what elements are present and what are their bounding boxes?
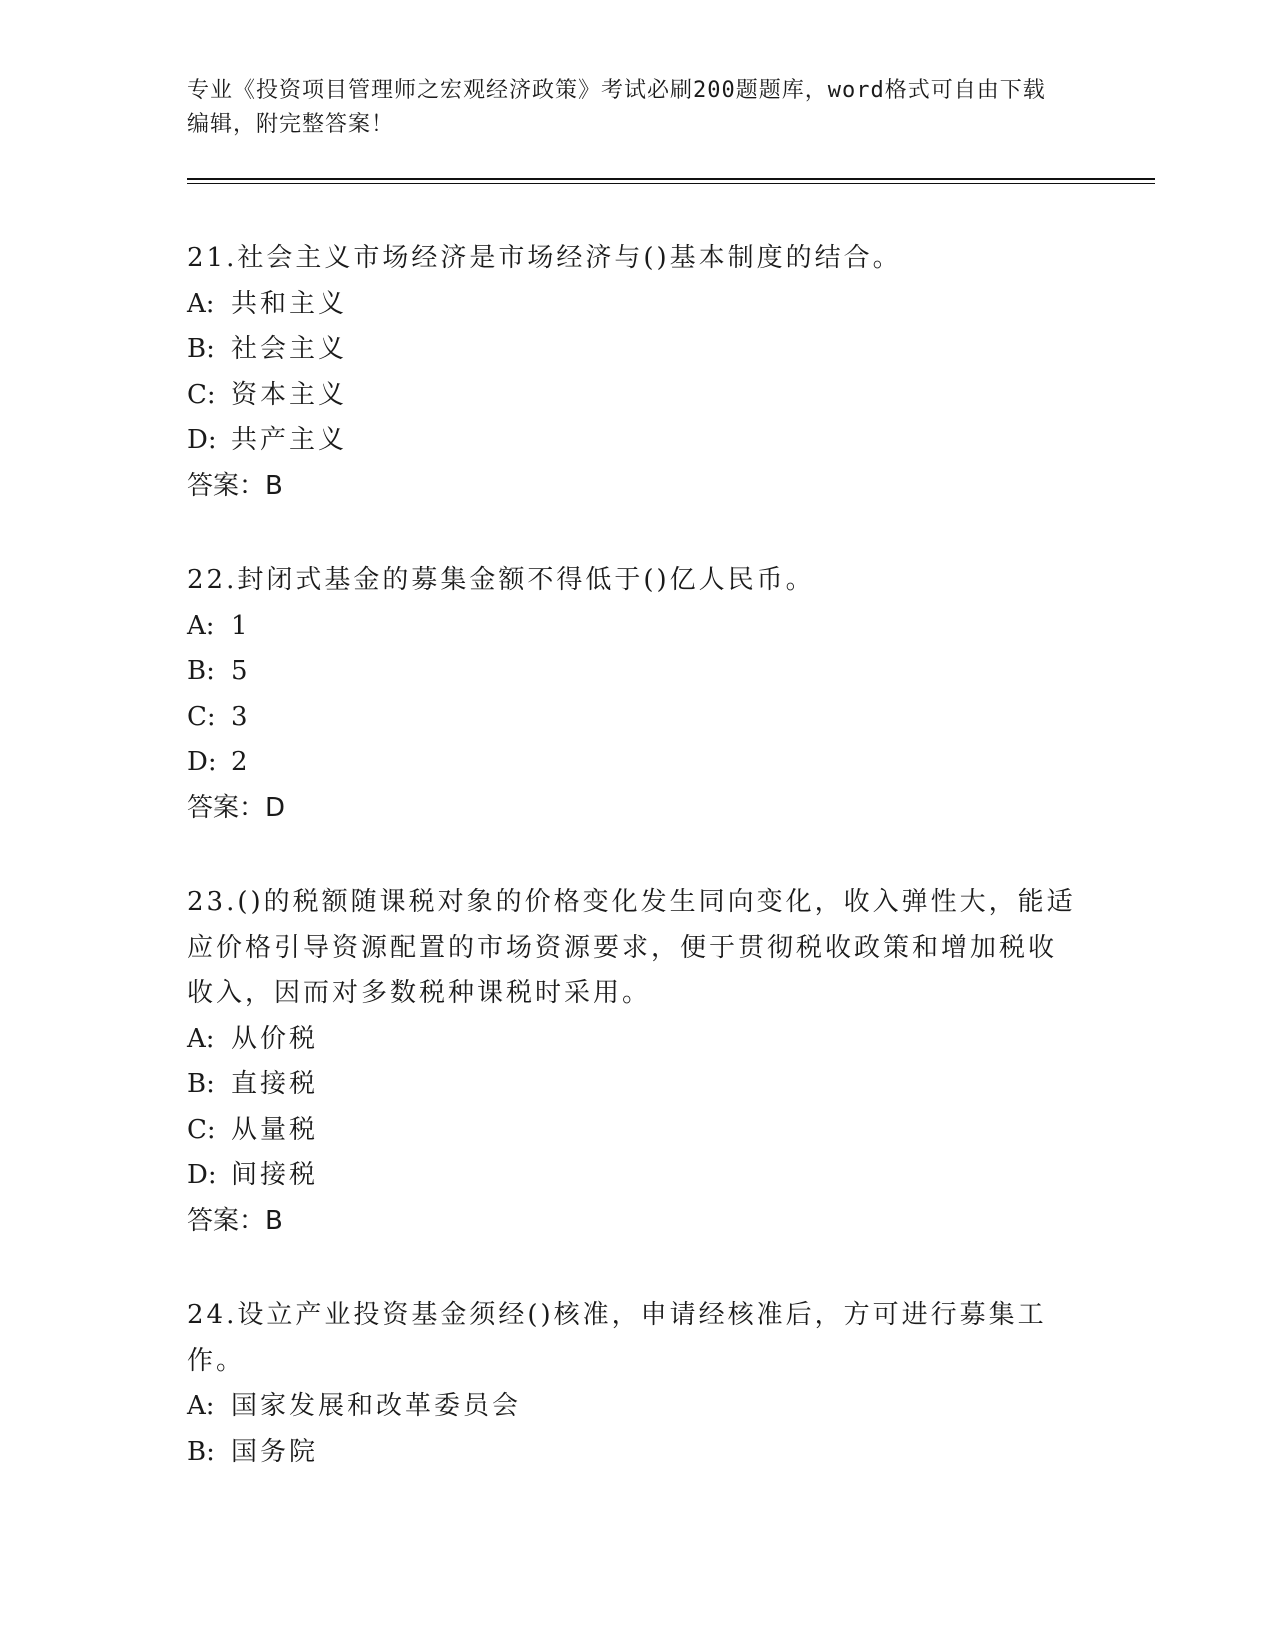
question-stem: 23.()的税额随课税对象的价格变化发生同向变化，收入弹性大，能适应价格引导资源配置的市场资源要求，便于贯彻税收政策和增加税收收入，因而对多数税种课税时采用。 <box>187 887 1076 1008</box>
option-label: B: <box>187 656 215 686</box>
option-b <box>187 649 1077 695</box>
option-text: 1 <box>231 610 251 641</box>
option-label: C: <box>187 1114 216 1145</box>
option-text: 从价税 <box>231 1023 319 1054</box>
option-label: A: <box>187 288 215 319</box>
question-24 <box>187 1293 1077 1475</box>
option-a <box>187 1384 1077 1430</box>
option-text: 社会主义 <box>231 334 348 364</box>
answer-line: 答案：B <box>187 470 283 501</box>
answer-line: 答案：D <box>187 792 286 823</box>
option-label: D: <box>187 425 217 455</box>
option-c <box>187 373 1077 419</box>
option-label: A: <box>187 610 215 641</box>
document-header: 专业《投资项目管理师之宏观经济政策》考试必刷200题题库，word格式可自由下载编辑，附完整答案！ <box>187 78 1046 137</box>
header-divider-thin <box>187 183 1155 184</box>
option-label: D: <box>187 1160 217 1190</box>
option-b <box>187 327 1077 373</box>
option-a <box>187 604 1077 650</box>
option-label: B: <box>187 1436 215 1467</box>
option-text: 共产主义 <box>231 425 348 455</box>
option-a <box>187 1017 1077 1063</box>
option-text: 2 <box>231 747 251 777</box>
option-d <box>187 1153 1077 1199</box>
option-text: 5 <box>231 656 251 686</box>
answer-line: 答案：B <box>187 1205 283 1236</box>
option-text: 资本主义 <box>231 379 348 410</box>
header-divider <box>187 178 1155 180</box>
option-label: A: <box>187 1023 215 1054</box>
question-23 <box>187 880 1077 1244</box>
question-22 <box>187 558 1077 831</box>
option-label: C: <box>187 379 216 410</box>
option-b <box>187 1062 1077 1108</box>
option-label: B: <box>187 1069 215 1099</box>
question-21 <box>187 236 1077 509</box>
option-c <box>187 1108 1077 1154</box>
question-list <box>187 236 1077 1524</box>
option-text: 3 <box>231 701 251 732</box>
question-stem: 21.社会主义市场经济是市场经济与()基本制度的结合。 <box>187 243 902 273</box>
option-text: 从量税 <box>231 1114 319 1145</box>
option-label: C: <box>187 701 216 732</box>
option-label: B: <box>187 334 215 364</box>
option-text: 间接税 <box>231 1160 319 1190</box>
option-c <box>187 695 1077 741</box>
option-a <box>187 282 1077 328</box>
option-d <box>187 740 1077 786</box>
option-text: 共和主义 <box>231 288 348 319</box>
question-stem: 22.封闭式基金的募集金额不得低于()亿人民币。 <box>187 565 815 595</box>
option-text: 国务院 <box>231 1436 319 1467</box>
option-b <box>187 1430 1077 1476</box>
option-label: D: <box>187 747 217 777</box>
option-text: 直接税 <box>231 1069 319 1099</box>
option-d <box>187 418 1077 464</box>
question-stem: 24.设立产业投资基金须经()核准，申请经核准后，方可进行募集工作。 <box>187 1300 1047 1376</box>
option-label: A: <box>187 1391 215 1421</box>
option-text: 国家发展和改革委员会 <box>231 1391 522 1421</box>
